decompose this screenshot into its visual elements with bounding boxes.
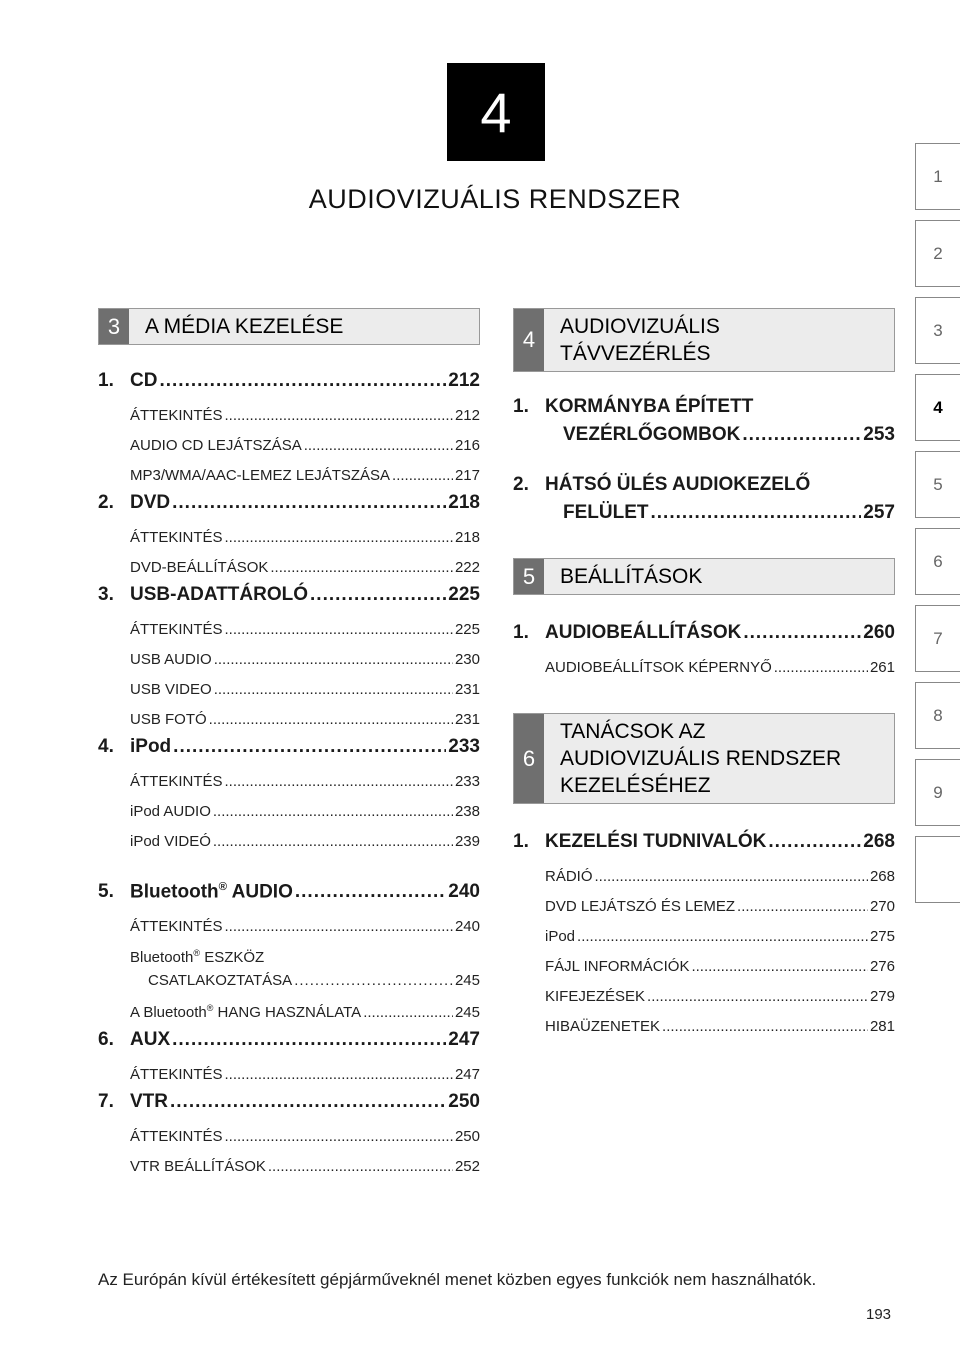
section-title: BEÁLLÍTÁSOK	[560, 565, 703, 588]
right-column	[513, 308, 895, 1072]
sub-title: ÁTTEKINTÉS	[130, 621, 223, 638]
entry-number: 5.	[98, 881, 114, 903]
entry-title: iPod	[130, 736, 172, 757]
leader-dots	[225, 401, 453, 431]
sub-page: 216	[454, 437, 480, 454]
sub-title: USB FOTÓ	[130, 711, 207, 728]
toc-main-line[interactable]	[98, 1090, 480, 1114]
sub-title: ÁTTEKINTÉS	[130, 407, 223, 424]
sub-page: 231	[454, 681, 480, 698]
sub-title: FÁJL INFORMÁCIÓK	[545, 958, 690, 975]
sub-title: iPod AUDIO	[130, 803, 211, 820]
entry-title-line2: VEZÉRLŐGOMBOK	[563, 424, 741, 445]
chapter-tab-1[interactable]: 1	[915, 143, 960, 210]
sub-title: VTR BEÁLLÍTÁSOK	[130, 1158, 266, 1176]
leader-dots	[647, 982, 868, 1012]
toc-main-line[interactable]	[98, 583, 480, 607]
leader-dots	[172, 491, 446, 515]
section-title: TANÁCSOK AZ AUDIOVIZUÁLIS RENDSZER KEZELÉSÉHEZ	[560, 720, 842, 797]
toc-entries-2	[98, 1028, 480, 1182]
entry-number: 1.	[513, 831, 529, 852]
leader-dots	[225, 912, 453, 942]
chapter-tab-7[interactable]: 7	[915, 605, 960, 672]
toc-entry-wrapped[interactable]	[513, 394, 895, 450]
entry-page: 233	[448, 736, 480, 757]
leader-dots	[173, 735, 446, 759]
chapter-tab-5[interactable]: 5	[915, 451, 960, 518]
entry-page: 260	[863, 622, 895, 643]
sub-title: HIBAÜZENETEK	[545, 1018, 661, 1035]
sub-page: 230	[454, 651, 480, 668]
sub-page: 225	[454, 621, 480, 638]
leader-dots	[225, 1122, 453, 1152]
leader-dots	[159, 369, 446, 393]
leader-dots	[268, 1152, 453, 1182]
section-number: 4	[514, 309, 544, 371]
leader-dots	[595, 862, 868, 892]
entry-number: 4.	[98, 736, 114, 757]
leader-dots	[691, 952, 868, 982]
entry-number: 1.	[98, 370, 114, 391]
chapter-tabs	[915, 143, 960, 913]
sub-page: 252	[454, 1158, 480, 1176]
sub-page: 233	[454, 773, 480, 790]
leader-dots	[295, 880, 446, 904]
section-number: 5	[514, 559, 544, 594]
leader-dots	[742, 420, 861, 450]
sub-title: USB AUDIO	[130, 651, 212, 668]
sub-page: 276	[869, 958, 895, 975]
section-header-3	[98, 308, 480, 345]
chapter-tab-8[interactable]: 8	[915, 682, 960, 749]
toc-entry[interactable]	[98, 491, 480, 583]
toc-main-line[interactable]	[98, 875, 480, 904]
entry-number: 2.	[513, 474, 529, 495]
toc-sub-line[interactable]	[130, 705, 480, 735]
sub-page: 231	[454, 711, 480, 728]
leader-dots	[270, 553, 453, 583]
page-number: 193	[866, 1306, 892, 1323]
entry-title: Bluetooth® AUDIO	[130, 881, 293, 903]
toc-entry[interactable]	[98, 583, 480, 735]
sub-title: MP3/WMA/AAC-LEMEZ LEJÁTSZÁSA	[130, 467, 391, 484]
leader-dots	[225, 1060, 453, 1090]
toc-entry-bluetooth[interactable]	[98, 875, 480, 1028]
entry-number: 1.	[513, 622, 529, 643]
sub-title-line1: Bluetooth® ESZKÖZ	[130, 948, 265, 967]
toc-main-line[interactable]	[98, 735, 480, 759]
sub-title: AUDIO CD LEJÁTSZÁSA	[130, 437, 302, 454]
leader-dots	[214, 645, 453, 675]
section-block-6	[513, 713, 895, 1042]
chapter-number-box	[447, 63, 545, 161]
toc-sub-line[interactable]	[130, 1152, 480, 1182]
sub-title: DVD-BEÁLLÍTÁSOK	[130, 559, 269, 576]
sub-title: A Bluetooth® HANG HASZNÁLATA	[130, 1003, 362, 1022]
leader-dots	[209, 705, 453, 735]
sub-title: KIFEJEZÉSEK	[545, 988, 646, 1005]
toc-main-line[interactable]	[513, 621, 895, 645]
sub-title: iPod VIDEÓ	[130, 833, 211, 850]
toc-entries	[513, 394, 895, 528]
toc-sub-line[interactable]	[130, 431, 480, 461]
section-header-4	[513, 308, 895, 372]
footer-note: Az Európán kívül értékesített gépjárműveknél menet közben egyes funkciók nem használhatók.	[98, 1270, 817, 1289]
leader-dots	[225, 523, 453, 553]
entry-number: 3.	[98, 584, 114, 605]
toc-sub-line[interactable]	[545, 922, 895, 952]
toc-entry[interactable]	[98, 735, 480, 857]
sub-title: ÁTTEKINTÉS	[130, 529, 223, 546]
sub-page: 270	[869, 898, 895, 915]
leader-dots	[172, 1028, 446, 1052]
sub-page: 240	[454, 918, 480, 936]
sub-page: 239	[454, 833, 480, 850]
toc-main-line1	[513, 472, 895, 498]
leader-dots	[294, 969, 453, 993]
entry-page: 253	[863, 424, 895, 445]
sub-page: 275	[869, 928, 895, 945]
entry-page: 218	[448, 492, 480, 513]
toc-sub-line[interactable]	[130, 553, 480, 583]
entry-title: USB-ADATTÁROLÓ	[130, 584, 309, 605]
sub-page: 279	[869, 988, 895, 1005]
section-title: AUDIOVIZUÁLIS TÁVVEZÉRLÉS	[560, 315, 720, 365]
toc-entry[interactable]	[98, 369, 480, 491]
sub-page: 218	[454, 529, 480, 546]
toc-sub-line[interactable]	[130, 912, 480, 942]
toc-main-line[interactable]	[513, 830, 895, 854]
section-number: 3	[99, 309, 129, 344]
entry-page: 212	[448, 370, 480, 391]
entry-title-line1: KORMÁNYBA ÉPÍTETT	[545, 396, 754, 417]
section-block-5	[513, 558, 895, 683]
toc-sub-line[interactable]	[545, 892, 895, 922]
sub-page: 212	[454, 407, 480, 424]
sub-title: USB VIDEO	[130, 681, 212, 698]
entry-number: 1.	[513, 396, 529, 417]
toc-main-line2	[563, 420, 895, 450]
entry-number: 6.	[98, 1029, 114, 1051]
toc-sub-line[interactable]	[545, 653, 895, 683]
leader-dots	[304, 431, 453, 461]
entry-page: 240	[448, 881, 480, 903]
section-header-6	[513, 713, 895, 804]
sub-title: AUDIOBEÁLLÍTSOK KÉPERNYŐ	[545, 659, 772, 676]
sub-title: DVD LEJÁTSZÓ ÉS LEMEZ	[545, 898, 736, 915]
entry-title: CD	[130, 370, 158, 391]
sub-page: 238	[454, 803, 480, 820]
leader-dots	[363, 998, 453, 1028]
chapter-number: 4	[480, 80, 512, 144]
toc-entry-wrapped[interactable]	[513, 472, 895, 528]
toc-sub-line[interactable]	[130, 827, 480, 857]
toc-sub-line[interactable]	[545, 1012, 895, 1042]
entry-page: 247	[448, 1029, 480, 1051]
sub-title: ÁTTEKINTÉS	[130, 1128, 223, 1146]
entry-title: AUDIOBEÁLLÍTÁSOK	[545, 622, 742, 643]
leader-dots	[651, 498, 862, 528]
sub-page: 281	[869, 1018, 895, 1035]
section-block-4	[513, 308, 895, 528]
toc-sub-line[interactable]	[130, 461, 480, 491]
toc-sub-line[interactable]	[130, 523, 480, 553]
toc-sub-line[interactable]	[130, 615, 480, 645]
leader-dots	[662, 1012, 868, 1042]
leader-dots	[170, 1090, 446, 1114]
leader-dots	[737, 892, 868, 922]
toc-sub-line-wrapped[interactable]	[130, 942, 480, 993]
sub-page: 268	[869, 868, 895, 885]
toc-sub-line[interactable]	[545, 862, 895, 892]
sub-page: 250	[454, 1128, 480, 1146]
entry-number: 2.	[98, 492, 114, 513]
toc-main-line[interactable]	[98, 1028, 480, 1052]
entry-page: 257	[863, 502, 895, 523]
chapter-title: AUDIOVIZUÁLIS RENDSZER	[308, 184, 682, 214]
entry-title: AUX	[130, 1029, 171, 1051]
toc-main-line[interactable]	[98, 369, 480, 393]
toc-sub-line[interactable]	[130, 401, 480, 431]
toc-entries	[98, 369, 480, 857]
sub-page: 217	[454, 467, 480, 484]
toc-main-line1	[513, 394, 895, 420]
toc-sub-line[interactable]	[545, 952, 895, 982]
leader-dots	[214, 675, 453, 705]
sub-page: 245	[454, 1004, 480, 1022]
leader-dots	[768, 830, 861, 854]
leader-dots	[774, 653, 868, 683]
leader-dots	[310, 583, 446, 607]
leader-dots	[225, 767, 453, 797]
entry-title: VTR	[130, 1091, 168, 1113]
chapter-tab-blank[interactable]	[915, 836, 960, 903]
section-number: 6	[514, 714, 544, 803]
entry-number: 7.	[98, 1091, 114, 1113]
leader-dots	[577, 922, 868, 952]
toc-sub-line[interactable]	[130, 1122, 480, 1152]
toc-entry[interactable]	[98, 1028, 480, 1090]
toc-sub-line[interactable]	[130, 797, 480, 827]
sub-page: 222	[454, 559, 480, 576]
leader-dots	[213, 827, 453, 857]
leader-dots	[392, 461, 453, 491]
leader-dots	[743, 621, 861, 645]
toc-sub-line[interactable]	[130, 1060, 480, 1090]
left-column	[98, 308, 480, 1182]
toc-main-line[interactable]	[98, 491, 480, 515]
entry-title-line1: HÁTSÓ ÜLÉS AUDIOKEZELŐ	[545, 474, 811, 495]
toc-sub-line[interactable]	[130, 767, 480, 797]
sub-title: RÁDIÓ	[545, 868, 593, 885]
chapter-tab-6[interactable]: 6	[915, 528, 960, 595]
entry-title: KEZELÉSI TUDNIVALÓK	[545, 831, 767, 852]
entry-title: DVD	[130, 492, 171, 513]
toc-entry[interactable]	[98, 1090, 480, 1182]
sub-page: 261	[869, 659, 895, 676]
sub-title: ÁTTEKINTÉS	[130, 773, 223, 790]
entry-page: 225	[448, 584, 480, 605]
entry-page: 250	[448, 1091, 480, 1113]
sub-title: ÁTTEKINTÉS	[130, 1066, 223, 1084]
sub-title-line2: CSATLAKOZTATÁSA	[148, 972, 293, 990]
sub-title: ÁTTEKINTÉS	[130, 918, 223, 936]
entry-title-line2: FELÜLET	[563, 502, 649, 523]
entry-page: 268	[863, 831, 895, 852]
toc-sub-line[interactable]	[130, 993, 480, 1028]
section-title: A MÉDIA KEZELÉSE	[145, 315, 344, 338]
toc-main-line2	[563, 498, 895, 528]
sub-page: 245	[454, 972, 480, 990]
toc-sub-line[interactable]	[130, 675, 480, 705]
toc-sub-list	[513, 862, 895, 1042]
chapter-tab-2[interactable]: 2	[915, 220, 960, 287]
sub-page: 247	[454, 1066, 480, 1084]
sub-title: iPod	[545, 928, 576, 945]
chapter-tab-4[interactable]: 4	[915, 374, 960, 441]
toc-sub-line[interactable]	[130, 645, 480, 675]
toc-sub-line[interactable]	[545, 982, 895, 1012]
chapter-tab-3[interactable]: 3	[915, 297, 960, 364]
leader-dots	[213, 797, 453, 827]
section-header-5	[513, 558, 895, 595]
chapter-tab-9[interactable]: 9	[915, 759, 960, 826]
leader-dots	[225, 615, 453, 645]
